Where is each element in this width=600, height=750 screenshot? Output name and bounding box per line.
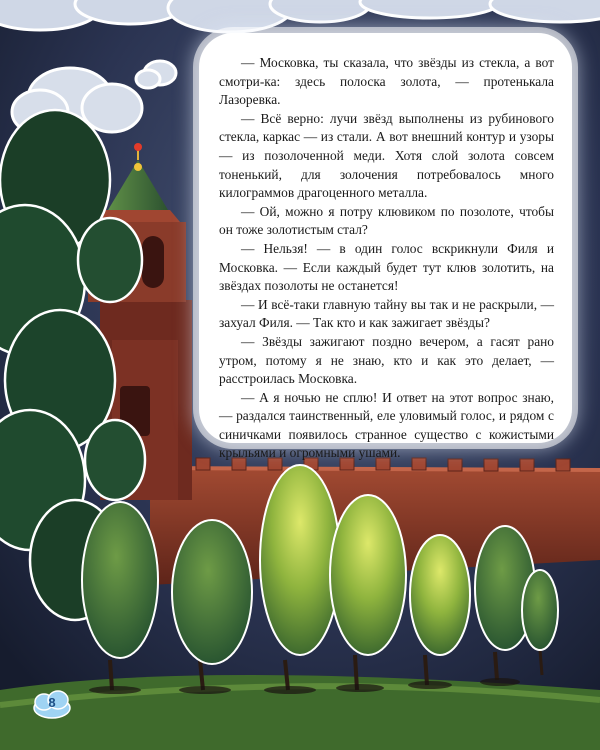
- story-paragraph: — Московка, ты сказала, что звёзды из стекла, а вот смотри-ка: здесь полоска золота, — протенькала Лазоревка.: [219, 55, 554, 108]
- story-paragraph: — Звёзды зажигают поздно вечером, а гасят рано утром, потому я не знаю, кто и как это делает, — расстроилась Московка.: [219, 333, 554, 387]
- story-paragraph: — А я ночью не сплю! И ответ на этот вопрос знаю, — раздался таинственный, еле уловимый голос, и рядом с синичками появилось странное существо с кожистыми крыльями и огромными ушами.: [219, 389, 554, 461]
- page-number-badge: [30, 688, 74, 722]
- story-paragraph: — Ой, можно я потру клювиком по позолоте, чтобы он тоже золотистым стал?: [219, 203, 554, 238]
- story-paragraph: — Нельзя! — в один голос вскрикнули Филя и Московка. — Если каждый будет тут клюв золотить, на звёздах позолоты не останется!: [219, 240, 554, 294]
- page-number: 8: [48, 695, 56, 710]
- story-paragraph: — И всё-таки главную тайну вы так и не раскрыли, — захуал Филя. — Так кто и как зажигает звёзды?: [219, 296, 554, 331]
- story-paragraph: — Всё верно: лучи звёзд выполнены из рубинового стекла, каркас — из стали. А вот внешний контур и узоры — из позолоченной меди. Хотя слой золота совсем тоненький, для золочения потребовалось много килограммов драгоценного металла.: [219, 110, 554, 201]
- story-text-box: [199, 33, 572, 461]
